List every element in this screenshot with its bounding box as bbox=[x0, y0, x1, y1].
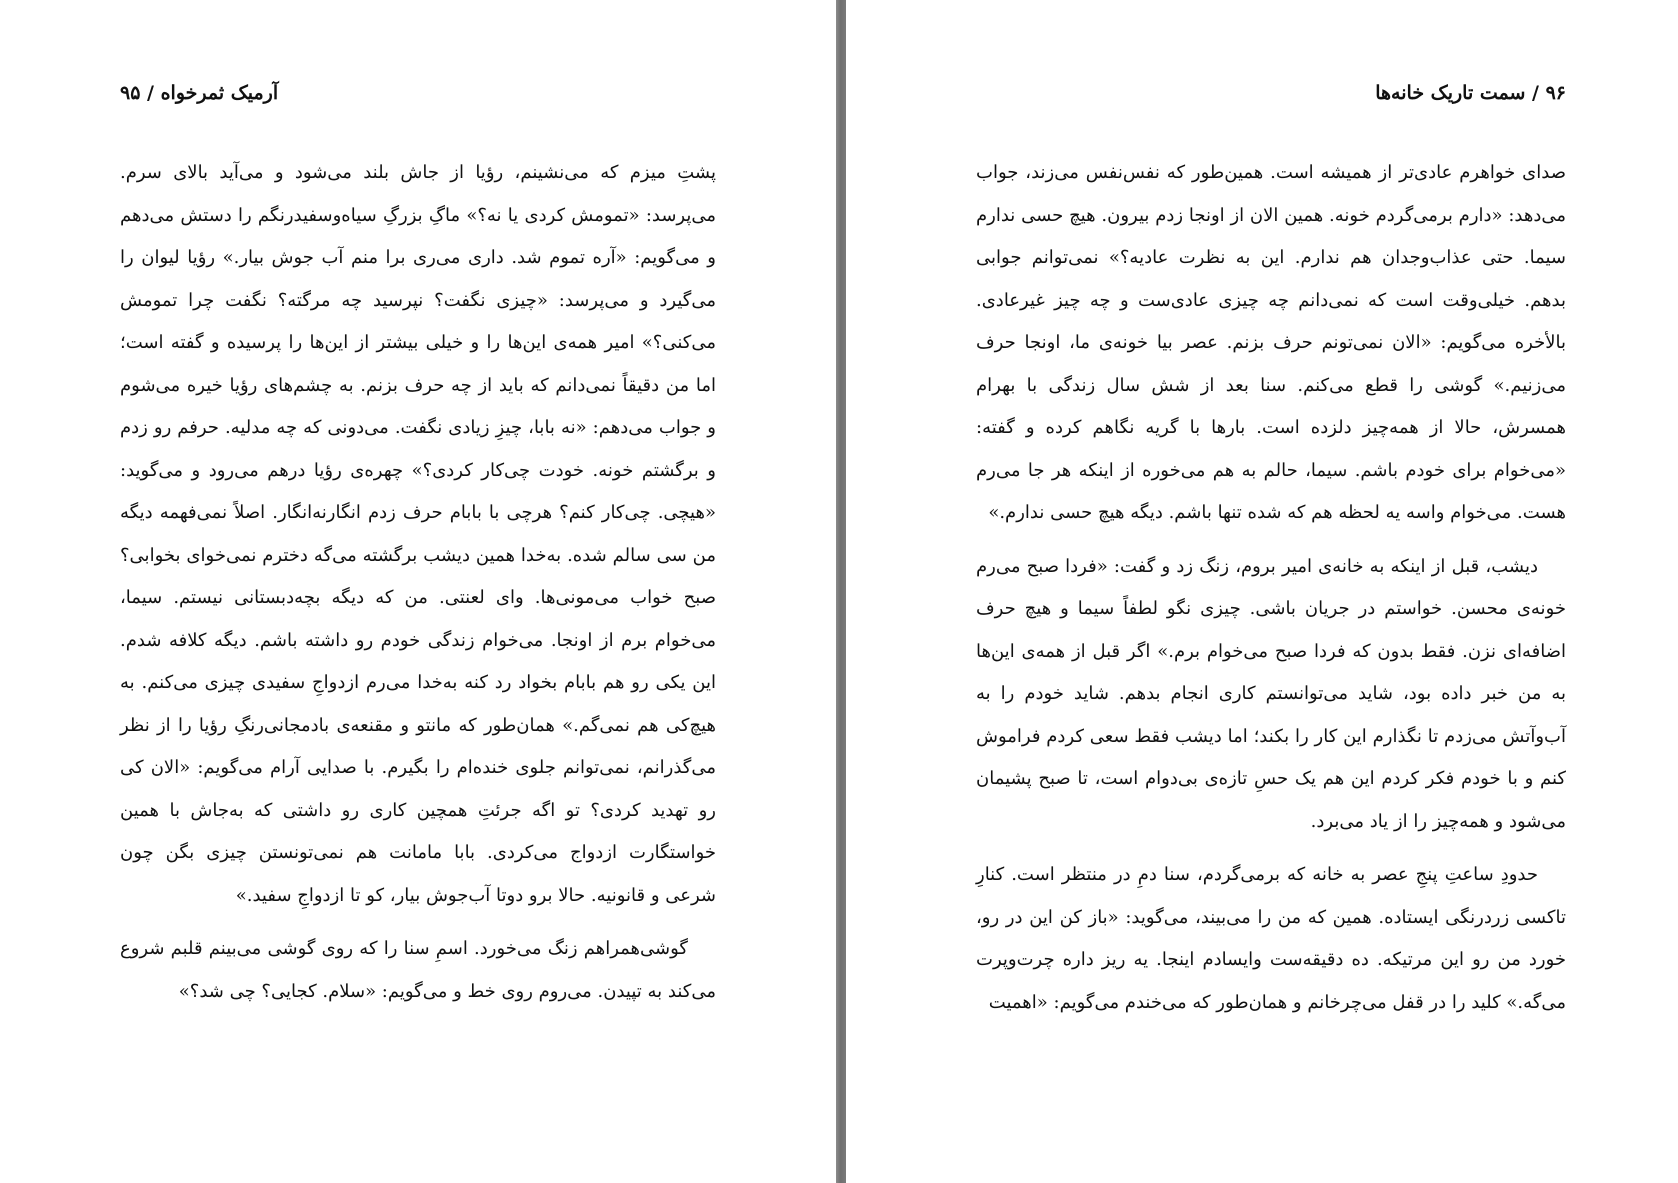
left-page bbox=[0, 0, 836, 1183]
right-page bbox=[846, 0, 1678, 1183]
left-paragraph-2: گوشی‌همراهم زنگ می‌خورد. اسمِ سنا را که روی گوشی می‌بینم قلبم شروع می‌کند به تپیدن. می‌روم روی خط و می‌گویم: «سلام. کجایی؟ چی شد؟» bbox=[120, 938, 716, 1002]
right-paragraph-3: حدودِ ساعتِ پنجِ عصر به خانه که برمی‌گردم، سنا دمِ در منتظر است. کنارِ تاکسی زردرنگی ایستاده. همین که من را می‌بیند، می‌گوید: «باز کن این در رو، خورد من رو این مرتیکه. ده دقیقه‌ست وایسادم اینجا. یه ریز داره چرت‌وپرت می‌گه.» کلید را در قفل می‌چرخانم و همان‌طور که می‌خندم می‌گویم: «اهمیت bbox=[976, 864, 1566, 1013]
left-running-head: آرمیک ثمرخواه / ۹۵ bbox=[120, 82, 279, 104]
left-paragraph-1: پشتِ میزم که می‌نشینم، رؤیا از جاش بلند می‌شود و می‌آید بالای سرم. می‌پرسد: «تمومش کردی یا نه؟» ماگِ بزرگِ سیاه‌وسفیدرنگم را دستش می‌دهم و می‌گویم: «آره تموم شد. داری می‌ری برا منم آب جوش بیار.» رؤیا لیوان را می‌گیرد و می‌پرسد: «چیزی نگفت؟ نپرسید چه مرگته؟ نگفت چرا تمومش می‌کنی؟» امیر همه‌ی این‌ها را و خیلی بیشتر از این‌ها را پرسیده و گفته است؛ اما من دقیقاً نمی‌دانم که باید از چه حرف بزنم. به چشم‌های رؤیا خیره می‌شوم و جواب می‌دهم: «نه بابا، چیزِ زیادی نگفت. می‌دونی که چه مدلیه. حرفم رو زدم و برگشتم خونه. خودت چی‌کار کردی؟» چهره‌ی رؤیا درهم می‌رود و می‌گوید: «هیچی. چی‌کار کنم؟ هرچی با بابام حرف زدم انگارنه‌انگار. اصلاً نمی‌فهمه دیگه من سی سالم شده. به‌خدا همین دیشب برگشته می‌گه دخترم نمی‌خوای بخوابی؟ صبح خواب می‌مونی‌ها. وای لعنتی. من که دیگه بچه‌دبستانی نیستم. سیما، می‌خوام برم از اونجا. می‌خوام زندگی خودم رو داشته باشم. دیگه کلافه شدم. این یکی رو هم بابام بخواد رد کنه به‌خدا می‌رم ازدواجِ سفیدی چیزی می‌کنم. به هیچ‌کی هم نمی‌گم.» همان‌طور که مانتو و مقنعه‌ی بادمجانی‌رنگِ رؤیا را از نظر می‌گذرانم، نمی‌توانم جلوی خنده‌ام را بگیرم. با صدایی آرام می‌گویم: «الان کی رو تهدید کردی؟ تو اگه جرئتِ همچین کاری رو داشتی که به‌جاش با همین خواستگارت ازدواج می‌کردی. بابا مامانت هم نمی‌تونستن چیزی بگن چون شرعی و قانونیه. حالا برو دوتا آب‌جوش بیار، کو تا ازدواجِ سفید.» bbox=[120, 162, 716, 906]
right-paragraph-2: دیشب، قبل از اینکه به خانه‌ی امیر بروم، زنگ زد و گفت: «فردا صبح می‌رم خونه‌ی محسن. خواستم در جریان باشی. چیزی نگو لطفاً سیما و هیچ حرف اضافه‌ای نزن. فقط بدون که فردا صبح می‌خوام برم.» اگر قبل از همه‌ی این‌ها به من خبر داده بود، شاید می‌توانستم کاری انجام بدهم. شاید خودم را به آب‌وآتش می‌زدم تا نگذارم این کار را بکند؛ اما دیشب فقط سعی کردم فراموش کنم و با خودم فکر کردم این هم یک حسِ تازه‌ی بی‌دوام است، تا صبح پشیمان می‌شود و همه‌چیز را از یاد می‌برد. bbox=[976, 555, 1566, 832]
page-gutter bbox=[836, 0, 846, 1183]
right-running-head: ۹۶ / سمت تاریک خانه‌ها bbox=[1375, 82, 1566, 104]
left-body-text bbox=[120, 152, 716, 1024]
right-paragraph-1: صدای خواهرم عادی‌تر از همیشه است. همین‌طور که نفس‌نفس می‌زند، جواب می‌دهد: «دارم برمی‌گردم خونه. همین الان از اونجا زدم بیرون. هیچ حسی ندارم سیما. حتی عذاب‌وجدان هم ندارم. این به نظرت عادیه؟» نمی‌توانم جوابی بدهم. خیلی‌وقت است که نمی‌دانم چه چیزی عادی‌ست و چه چیز غیرعادی. بالأخره می‌گویم: «الان نمی‌تونم حرف بزنم. عصر بیا خونه‌ی ما، اونجا حرف می‌زنیم.» گوشی را قطع می‌کنم. سنا بعد از شش سال زندگی با بهرام همسرش، حالا از همه‌چیز دلزده است. بارها با گریه نگاهم کرده و گفته: «می‌خوام برای خودم باشم. سیما، حالم به هم می‌خوره از اینکه هر جا می‌رم هست. می‌خوام واسه یه لحظه هم که شده تنها باشم. دیگه هیچ حسی ندارم.» bbox=[976, 162, 1566, 523]
right-body-text bbox=[976, 152, 1566, 1035]
